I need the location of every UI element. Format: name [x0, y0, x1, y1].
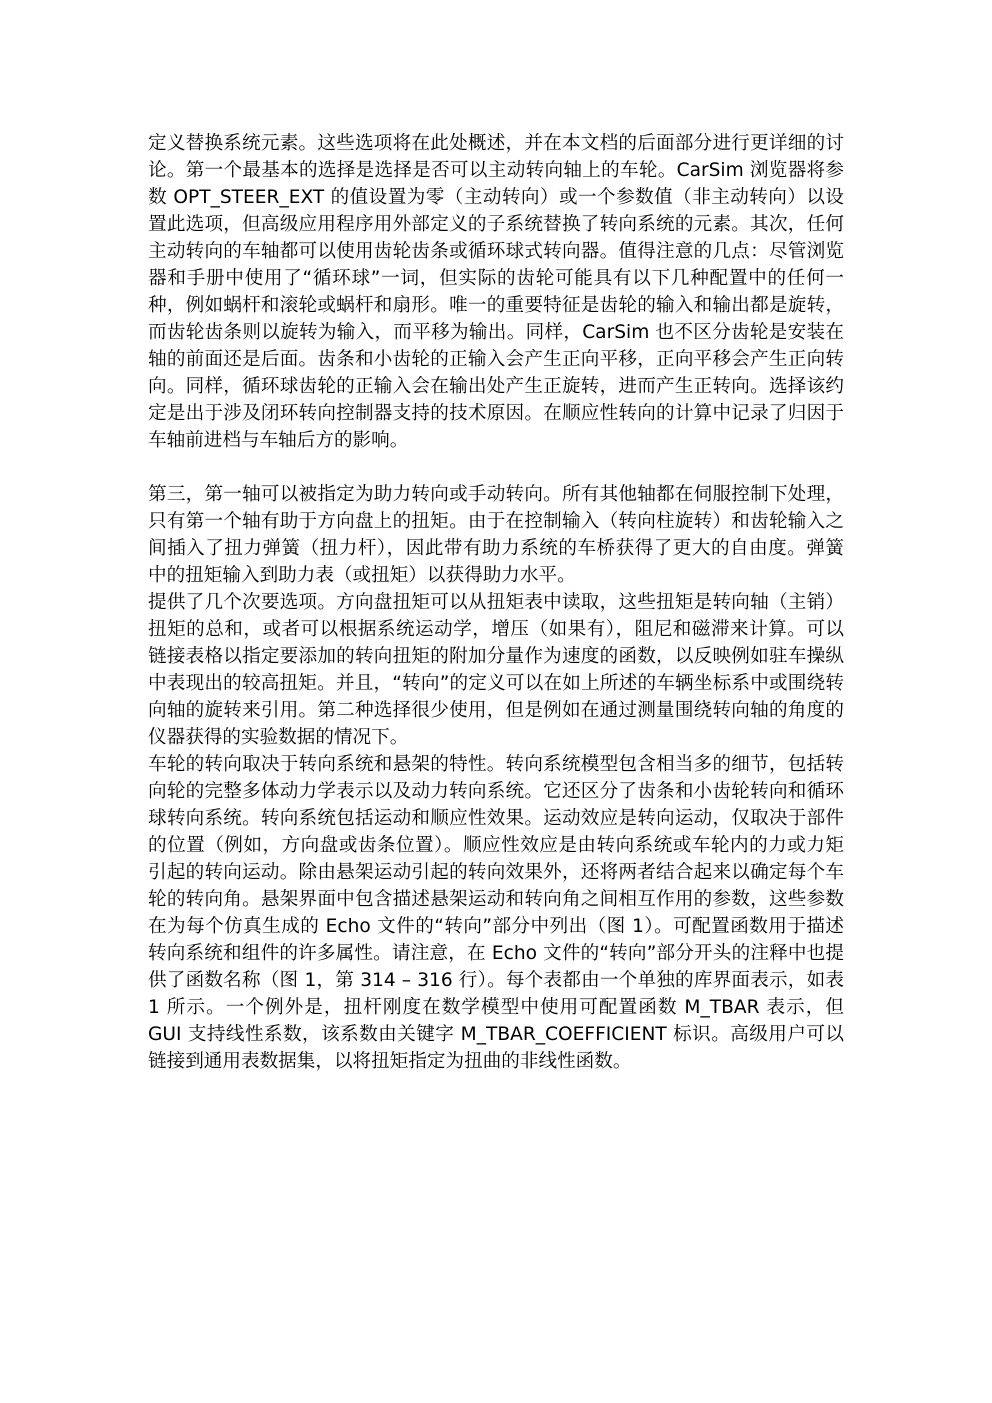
paragraph-spacer [148, 454, 844, 481]
document-body [148, 130, 844, 1075]
paragraph-power-steering: 第三，第一轴可以被指定为助力转向或手动转向。所有其他轴都在伺服控制下处理，只有第一个轴有助于方向盘上的扭矩。由于在控制输入（转向柱旋转）和齿轮输入之间插入了扭力弹簧（扭力杆），因此带有助力系统的车桥获得了更大的自由度。弹簧中的扭矩输入到助力表（或扭矩）以获得助力水平。 [148, 484, 844, 586]
paragraph-secondary-options: 提供了几个次要选项。方向盘扭矩可以从扭矩表中读取，这些扭矩是转向轴（主销）扭矩的总和，或者可以根据系统运动学，增压（如果有），阻尼和磁滞来计算。可以链接表格以指定要添加的转向扭矩的附加分量作为速度的函数，以反映例如驻车操纵中表现出的较高扭矩。并且，“转向”的定义可以在如上所述的车辆坐标系中或围绕转向轴的旋转来引用。第二种选择很少使用，但是例如在通过测量围绕转向轴的角度的仪器获得的实验数据的情况下。 [148, 592, 844, 748]
paragraph-steering-options: 定义替换系统元素。这些选项将在此处概述，并在本文档的后面部分进行更详细的讨论。第一个最基本的选择是选择是否可以主动转向轴上的车轮。CarSim 浏览器将参数 OPT_STEER_EXT 的值设置为零（主动转向）或一个参数值（非主动转向）以设置此选项，但高级应用程序用外部定义的子系统替换了转向系统的元素。其次，任何主动转向的车轴都可以使用齿轮齿条或循环球式转向器。值得注意的几点：尽管浏览器和手册中使用了“循环球”一词，但实际的齿轮可能具有以下几种配置中的任何一种，例如蜗杆和滚轮或蜗杆和扇形。唯一的重要特征是齿轮的输入和输出都是旋转，而齿轮齿条则以旋转为输入，而平移为输出。同样，CarSim 也不区分齿轮是安装在轴的前面还是后面。齿条和小齿轮的正输入会产生正向平移，正向平移会产生正向转向。同样，循环球齿轮的正输入会在输出处产生正旋转，进而产生正转向。选择该约定是出于涉及闭环转向控制器支持的技术原因。在顺应性转向的计算中记录了归因于车轴前进档与车轴后方的影响。 [148, 133, 844, 451]
paragraph-wheel-steer: 车轮的转向取决于转向系统和悬架的特性。转向系统模型包含相当多的细节，包括转向轮的完整多体动力学表示以及动力转向系统。它还区分了齿条和小齿轮转向和循环球转向系统。转向系统包括运动和顺应性效果。运动效应是转向运动，仅取决于部件的位置（例如，方向盘或齿条位置）。顺应性效应是由转向系统或车轮内的力或力矩引起的转向运动。除由悬架运动引起的转向效果外，还将两者结合起来以确定每个车轮的转向角。悬架界面中包含描述悬架运动和转向角之间相互作用的参数，这些参数在为每个仿真生成的 Echo 文件的“转向”部分中列出（图 1）。可配置函数用于描述转向系统和组件的许多属性。请注意，在 Echo 文件的“转向”部分开头的注释中也提供了函数名称（图 1，第 314 – 316 行）。每个表都由一个单独的库界面表示，如表 1 所示。一个例外是，扭杆刚度在数学模型中使用可配置函数 M_TBAR 表示，但 GUI 支持线性系数，该系数由关键字 M_TBAR_COEFFICIENT 标识。高级用户可以链接到通用表数据集，以将扭矩指定为扭曲的非线性函数。 [148, 754, 844, 1072]
